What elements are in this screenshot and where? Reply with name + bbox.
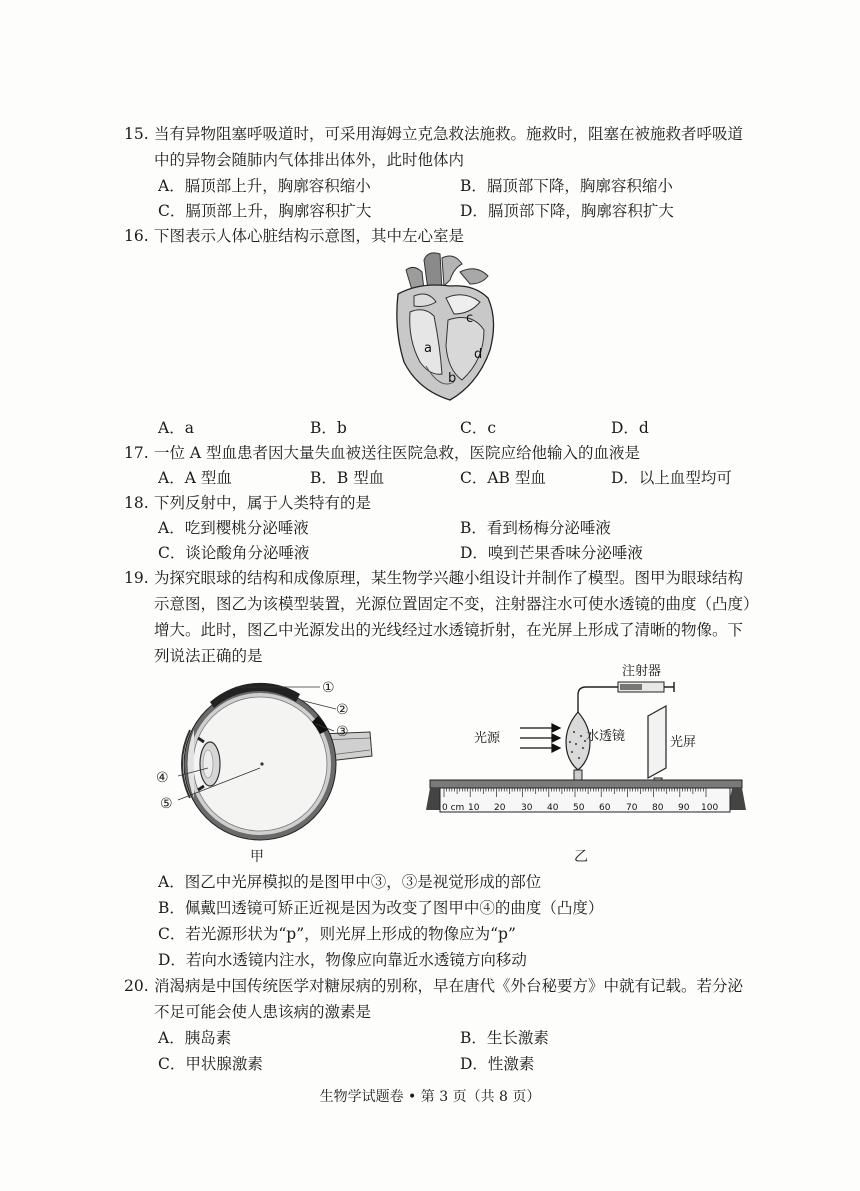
light-source-label: 光源: [474, 731, 501, 746]
question-17-option-b: B．B 型血: [310, 469, 385, 487]
question-17-number: 17.: [124, 444, 149, 462]
question-20-option-c: C．甲状腺激素: [158, 1055, 263, 1073]
question-20-text-line-1: 消渴病是中国传统医学对糖尿病的别称，早在唐代《外台秘要方》中就有记载。若分泌: [154, 977, 744, 995]
question-17-option-c: C．AB 型血: [460, 469, 546, 487]
question-17-text: 一位 A 型血患者因大量失血被送往医院急救，医院应给他输入的血液是: [154, 444, 641, 462]
question-16-option-a: A．a: [158, 419, 194, 437]
eye-diagram: [150, 672, 380, 860]
question-20-option-b: B．生长激素: [460, 1029, 549, 1047]
question-15-text-line-1: 当有异物阻塞呼吸道时，可采用海姆立克急救法施救。施救时，阻塞在被施救者呼吸道: [154, 125, 744, 143]
question-18-option-b: B．看到杨梅分泌唾液: [460, 519, 611, 537]
eye-label-2: ②: [336, 702, 349, 718]
ruler-tick-40: 40: [547, 803, 559, 813]
eye-label-4: ④: [156, 770, 169, 786]
question-15-option-b: B．膈顶部下降，胸廓容积缩小: [460, 177, 673, 195]
question-19-text-line-3: 增大。此时，图乙中光源发出的光线经过水透镜折射，在光屏上形成了清晰的物像。下: [154, 621, 744, 639]
question-20-text-line-2: 不足可能会使人患该病的激素是: [154, 1003, 372, 1021]
question-19-option-d: D．若向水透镜内注水，物像应向靠近水透镜方向移动: [158, 951, 527, 969]
page-footer: 生物学试题卷 • 第 3 页（共 8 页）: [319, 1089, 541, 1105]
water-lens-label: 水透镜: [586, 729, 626, 744]
eye-label-5: ⑤: [160, 796, 173, 812]
question-15-option-d: D．膈顶部下降，胸廓容积扩大: [460, 202, 674, 220]
ruler-tick-30: 30: [521, 803, 533, 813]
question-20-option-a: A．胰岛素: [158, 1029, 232, 1047]
question-18-option-c: C．谈论酸角分泌唾液: [158, 544, 310, 562]
question-18-option-d: D．嗅到芒果香味分泌唾液: [460, 544, 643, 562]
figure-a-caption: 甲: [250, 849, 264, 865]
ruler-tick-20: 20: [494, 803, 506, 813]
question-16-option-c: C．c: [460, 419, 497, 437]
heart-label-a: a: [424, 341, 432, 356]
ruler-tick-80: 80: [652, 803, 664, 813]
question-16-number: 16.: [124, 227, 149, 245]
ruler-tick-10: 10: [468, 803, 480, 813]
question-15-option-a: A．膈顶部上升，胸廓容积缩小: [158, 177, 371, 195]
question-17-option-a: A．A 型血: [158, 469, 232, 487]
question-19-option-b: B．佩戴凹透镜可矫正近视是因为改变了图甲中④的曲度（凸度）: [158, 899, 604, 917]
question-16-option-d: D．d: [611, 419, 649, 437]
ruler-tick-0: 0 cm: [442, 803, 465, 813]
eye-label-3: ③: [336, 724, 349, 740]
optics-apparatus-diagram: [426, 660, 748, 832]
ruler-tick-60: 60: [599, 803, 611, 813]
question-20-number: 20.: [124, 977, 149, 995]
ruler-tick-50: 50: [573, 803, 585, 813]
question-19-option-c: C．若光源形状为“p”，则光屏上形成的物像应为“p”: [158, 925, 516, 943]
question-19-text-line-2: 示意图，图乙为该模型装置，光源位置固定不变，注射器注水可使水透镜的曲度（凸度）: [154, 595, 759, 613]
question-15-text-line-2: 中的异物会随肺内气体排出体外，此时他体内: [154, 151, 465, 169]
question-20-option-d: D．性激素: [460, 1055, 535, 1073]
syringe-label: 注射器: [622, 664, 662, 679]
ruler-tick-70: 70: [626, 803, 638, 813]
question-15-option-c: C．膈顶部上升，胸廓容积扩大: [158, 202, 372, 220]
ruler-tick-90: 90: [678, 803, 690, 813]
question-18-option-a: A．吃到樱桃分泌唾液: [158, 519, 309, 537]
question-15-number: 15.: [124, 125, 149, 143]
question-17-option-d: D．以上血型均可: [611, 469, 732, 487]
question-16-text: 下图表示人体心脏结构示意图，其中左心室是: [154, 227, 465, 245]
question-19-text-line-4: 列说法正确的是: [154, 647, 263, 665]
question-19-number: 19.: [124, 569, 149, 587]
question-19-text-line-1: 为探究眼球的结构和成像原理，某生物学兴趣小组设计并制作了模型。图甲为眼球结构: [154, 569, 744, 587]
heart-label-b: b: [448, 371, 457, 386]
heart-diagram: [384, 250, 504, 410]
ruler-tick-100: 100: [701, 803, 719, 813]
question-16-option-b: B．b: [310, 419, 347, 437]
question-18-text: 下列反射中，属于人类特有的是: [154, 494, 372, 512]
question-19-option-a: A．图乙中光屏模拟的是图甲中③，③是视觉形成的部位: [158, 873, 542, 891]
question-18-number: 18.: [124, 494, 149, 512]
screen-label: 光屏: [670, 735, 697, 750]
heart-label-d: d: [474, 347, 483, 362]
eye-label-1: ①: [322, 680, 335, 696]
figure-b-caption: 乙: [574, 849, 588, 865]
heart-label-c: c: [466, 311, 474, 326]
